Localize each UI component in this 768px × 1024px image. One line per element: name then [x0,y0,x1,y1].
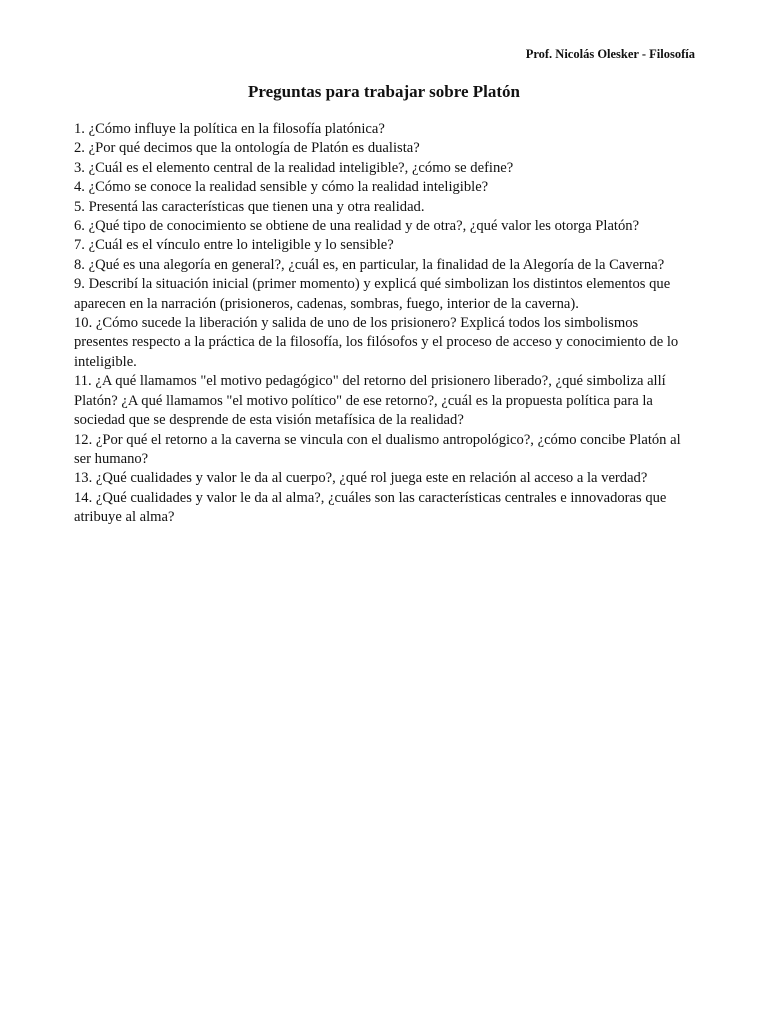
question-item: 12. ¿Por qué el retorno a la caverna se vincula con el dualismo antropológico?, ¿cómo concibe Platón al ser humano? [74,431,681,467]
document-title: Preguntas para trabajar sobre Platón [248,82,520,101]
question-item: 3. ¿Cuál es el elemento central de la realidad inteligible?, ¿cómo se define? [74,159,514,176]
questions-list [74,120,694,528]
page-header-author: Prof. Nicolás Olesker - Filosofía [525,47,695,61]
question-item: 1. ¿Cómo influye la política en la filosofía platónica? [74,121,385,137]
question-item: 2. ¿Por qué decimos que la ontología de Platón es dualista? [74,140,420,157]
question-item: 5. Presentá las características que tienen una y otra realidad. [74,198,425,215]
question-item: 11. ¿A qué llamamos "el motivo pedagógico" del retorno del prisionero liberado?, ¿qué simboliza allí Platón? ¿A qué llamamos "el motivo político" de ese retorno?, ¿cuál es la propuesta política para la sociedad que se desprende de esta visión metafísica de la realidad? [74,373,666,429]
question-item: 14. ¿Qué cualidades y valor le da al alma?, ¿cuáles son las características centrales e innovadoras que atribuye al alma? [74,489,667,526]
question-item: 10. ¿Cómo sucede la liberación y salida de uno de los prisionero? Explicá todos los simbolismos presentes respecto a la práctica de la filosofía, los filósofos y el proceso de acceso y conocimiento de lo inteligible. [74,315,679,370]
question-item: 8. ¿Qué es una alegoría en general?, ¿cuál es, en particular, la finalidad de la Alegoría de la Caverna? [74,256,665,273]
question-item: 7. ¿Cuál es el vínculo entre lo inteligible y lo sensible? [74,237,394,254]
question-item: 4. ¿Cómo se conoce la realidad sensible y cómo la realidad inteligible? [74,179,489,196]
question-item: 13. ¿Qué cualidades y valor le da al cuerpo?, ¿qué rol juega este en relación al acceso a la verdad? [74,470,648,487]
question-item: 6. ¿Qué tipo de conocimiento se obtiene de una realidad y de otra?, ¿qué valor les otorga Platón? [74,218,640,235]
question-item: 9. Describí la situación inicial (primer momento) y explicá qué simbolizan los distintos elementos que aparecen en la narración (prisioneros, cadenas, sombras, fuego, interior de la caverna). [74,276,671,312]
